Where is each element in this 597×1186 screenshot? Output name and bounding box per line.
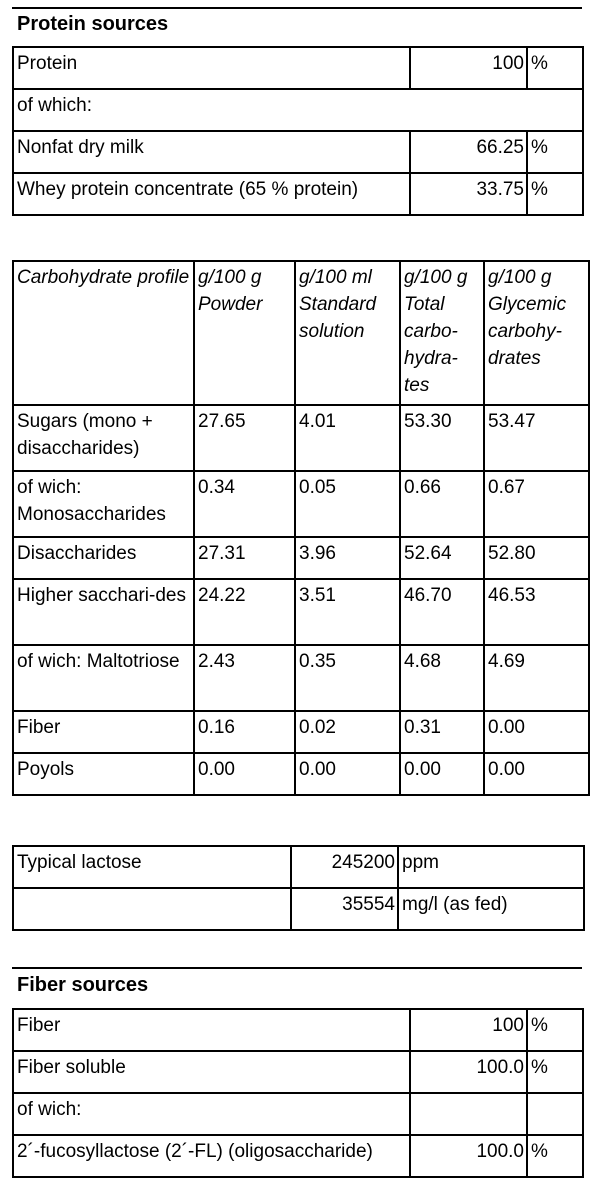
table-row bbox=[13, 471, 589, 537]
cell-glycemic: 0.00 bbox=[484, 753, 589, 795]
table-header-row bbox=[13, 261, 589, 405]
row-label: of which: bbox=[13, 89, 583, 131]
row-unit: mg/l (as fed) bbox=[398, 888, 584, 930]
cell-powder: 0.00 bbox=[194, 753, 295, 795]
row-label: Fiber soluble bbox=[13, 1051, 410, 1093]
table-row bbox=[13, 1051, 583, 1093]
cell-total: 52.64 bbox=[400, 537, 484, 579]
table-row bbox=[13, 89, 583, 131]
cell-powder: 0.16 bbox=[194, 711, 295, 753]
table-row bbox=[13, 47, 583, 89]
row-label: Whey protein concentrate (65 % protein) bbox=[13, 173, 410, 215]
cell-glycemic: 0.67 bbox=[484, 471, 589, 537]
row-unit: ppm bbox=[398, 846, 584, 888]
column-header: Carbohydrate profile bbox=[13, 261, 194, 405]
table-row bbox=[13, 888, 584, 930]
row-value: 66.25 bbox=[410, 131, 527, 173]
cell-solution: 4.01 bbox=[295, 405, 400, 471]
fiber-section-rule bbox=[12, 967, 582, 969]
cell-total: 46.70 bbox=[400, 579, 484, 645]
row-value: 100.0 bbox=[410, 1051, 527, 1093]
row-label: Higher sacchari-des bbox=[13, 579, 194, 645]
cell-solution: 0.02 bbox=[295, 711, 400, 753]
table-row bbox=[13, 1009, 583, 1051]
cell-solution: 3.51 bbox=[295, 579, 400, 645]
row-label: Typical lactose bbox=[13, 846, 291, 888]
column-header: g/100 g Glycemic carbohy-drates bbox=[484, 261, 589, 405]
row-unit bbox=[527, 1093, 583, 1135]
row-label bbox=[13, 888, 291, 930]
fiber-table bbox=[12, 1008, 584, 1178]
row-value: 245200 bbox=[291, 846, 398, 888]
cell-glycemic: 46.53 bbox=[484, 579, 589, 645]
cell-solution: 0.35 bbox=[295, 645, 400, 711]
row-label: of wich: Monosaccharides bbox=[13, 471, 194, 537]
row-value: 100 bbox=[410, 47, 527, 89]
cell-glycemic: 52.80 bbox=[484, 537, 589, 579]
row-label: Poyols bbox=[13, 753, 194, 795]
row-value bbox=[410, 1093, 527, 1135]
row-unit: % bbox=[527, 1051, 583, 1093]
cell-glycemic: 53.47 bbox=[484, 405, 589, 471]
protein-section-rule bbox=[12, 7, 582, 9]
cell-total: 4.68 bbox=[400, 645, 484, 711]
cell-total: 0.31 bbox=[400, 711, 484, 753]
row-label: Disaccharides bbox=[13, 537, 194, 579]
row-unit: % bbox=[527, 1135, 583, 1177]
table-row bbox=[13, 405, 589, 471]
cell-powder: 27.65 bbox=[194, 405, 295, 471]
table-row bbox=[13, 173, 583, 215]
table-row bbox=[13, 131, 583, 173]
table-row bbox=[13, 579, 589, 645]
cell-total: 0.66 bbox=[400, 471, 484, 537]
row-unit: % bbox=[527, 47, 583, 89]
cell-glycemic: 0.00 bbox=[484, 711, 589, 753]
table-row bbox=[13, 846, 584, 888]
cell-glycemic: 4.69 bbox=[484, 645, 589, 711]
protein-section-title: Protein sources bbox=[17, 13, 169, 35]
row-unit: % bbox=[527, 1009, 583, 1051]
carbohydrate-table bbox=[12, 260, 590, 796]
column-header: g/100 g Powder bbox=[194, 261, 295, 405]
column-header: g/100 g Total carbo-hydra-tes bbox=[400, 261, 484, 405]
row-label: Sugars (mono + disaccharides) bbox=[13, 405, 194, 471]
row-label: Protein bbox=[13, 47, 410, 89]
row-value: 33.75 bbox=[410, 173, 527, 215]
column-header: g/100 ml Standard solution bbox=[295, 261, 400, 405]
row-value: 100.0 bbox=[410, 1135, 527, 1177]
table-row bbox=[13, 1093, 583, 1135]
cell-total: 53.30 bbox=[400, 405, 484, 471]
row-unit: % bbox=[527, 131, 583, 173]
protein-table bbox=[12, 46, 584, 216]
table-row bbox=[13, 753, 589, 795]
row-label: 2´-fucosyllactose (2´-FL) (oligosaccharide) bbox=[13, 1135, 410, 1177]
table-row bbox=[13, 537, 589, 579]
row-value: 100 bbox=[410, 1009, 527, 1051]
row-label: Fiber bbox=[13, 1009, 410, 1051]
cell-solution: 0.00 bbox=[295, 753, 400, 795]
cell-solution: 0.05 bbox=[295, 471, 400, 537]
table-row bbox=[13, 645, 589, 711]
cell-solution: 3.96 bbox=[295, 537, 400, 579]
table-row bbox=[13, 711, 589, 753]
row-value: 35554 bbox=[291, 888, 398, 930]
cell-powder: 0.34 bbox=[194, 471, 295, 537]
row-label: of wich: bbox=[13, 1093, 410, 1135]
lactose-table bbox=[12, 845, 585, 931]
cell-powder: 2.43 bbox=[194, 645, 295, 711]
row-unit: % bbox=[527, 173, 583, 215]
row-label: Fiber bbox=[13, 711, 194, 753]
row-label: Nonfat dry milk bbox=[13, 131, 410, 173]
cell-powder: 24.22 bbox=[194, 579, 295, 645]
table-row bbox=[13, 1135, 583, 1177]
cell-total: 0.00 bbox=[400, 753, 484, 795]
row-label: of wich: Maltotriose bbox=[13, 645, 194, 711]
fiber-section-title: Fiber sources bbox=[17, 974, 149, 996]
cell-powder: 27.31 bbox=[194, 537, 295, 579]
